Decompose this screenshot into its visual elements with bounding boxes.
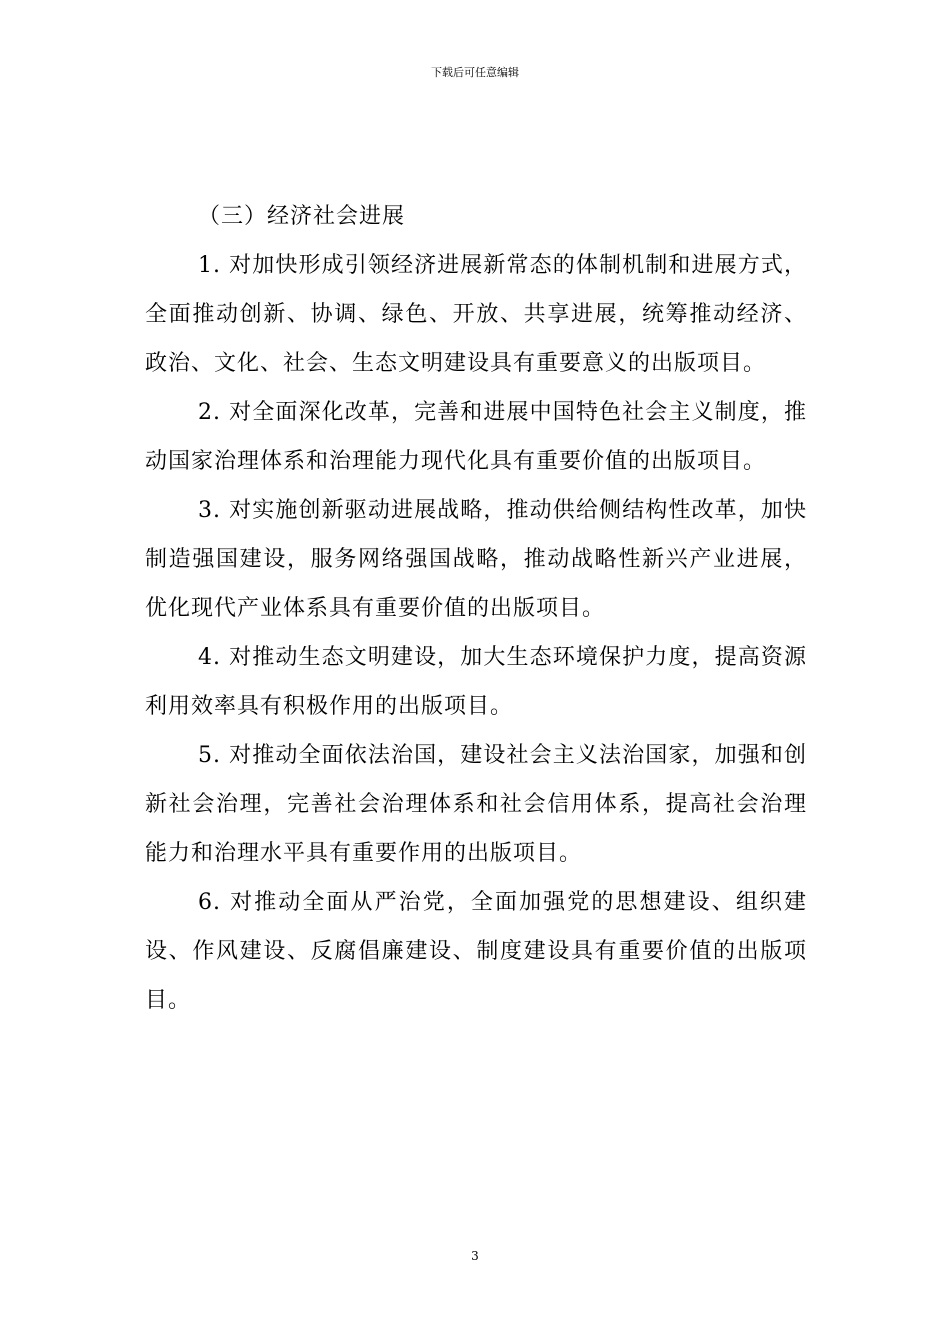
paragraph-2: 2. 对全面深化改革，完善和进展中国特色社会主义制度，推动国家治理体系和治理能力现代化具有重要价值的出版项目。 — [145, 400, 807, 474]
document-body — [145, 192, 807, 1025]
page-header: 下载后可任意编辑 — [431, 66, 519, 79]
section-heading: （三）经济社会进展 — [198, 204, 406, 229]
page-number: 3 — [471, 1249, 479, 1263]
paragraph-4: 4. 对推动生态文明建设，加大生态环境保护力度，提高资源利用效率具有积极作用的出版项目。 — [145, 645, 807, 719]
paragraph-3: 3. 对实施创新驱动进展战略，推动供给侧结构性改革，加快制造强国建设，服务网络强国战略，推动战略性新兴产业进展，优化现代产业体系具有重要价值的出版项目。 — [145, 498, 807, 621]
paragraph-1: 1. 对加快形成引领经济进展新常态的体制机制和进展方式，全面推动创新、协调、绿色、开放、共享进展，统筹推动经济、政治、文化、社会、生态文明建设具有重要意义的出版项目。 — [145, 253, 807, 376]
paragraph-6: 6. 对推动全面从严治党，全面加强党的思想建设、组织建设、作风建设、反腐倡廉建设、制度建设具有重要价值的出版项目。 — [145, 890, 807, 1013]
paragraph-5: 5. 对推动全面依法治国，建设社会主义法治国家，加强和创新社会治理，完善社会治理体系和社会信用体系，提高社会治理能力和治理水平具有重要作用的出版项目。 — [145, 743, 807, 866]
